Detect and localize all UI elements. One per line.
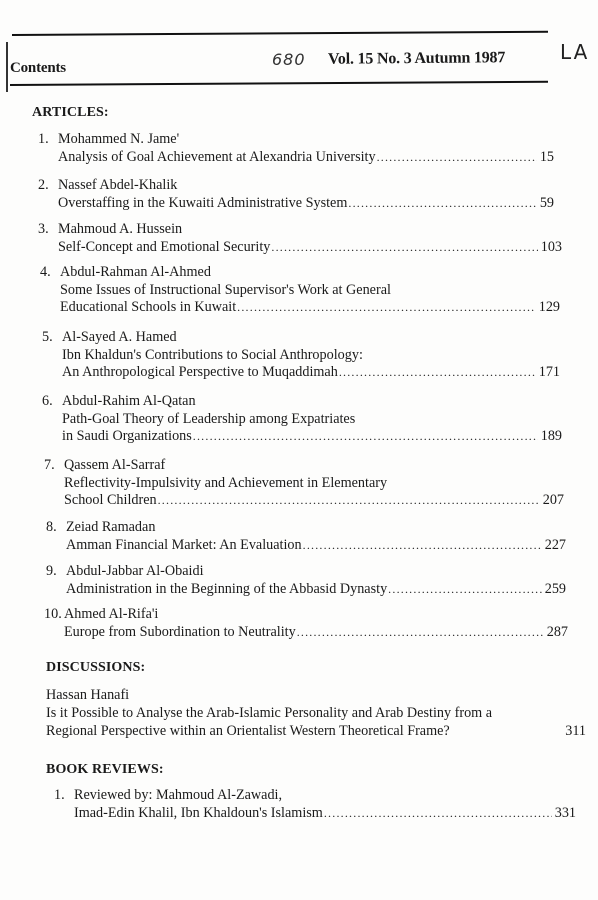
entry-author: Abdul-Jabbar Al-Obaidi: [66, 563, 204, 579]
dot-leader: [388, 581, 542, 599]
entry-author: Zeiad Ramadan: [66, 519, 156, 535]
entry-number: 4.: [40, 264, 51, 280]
entry-title: Self-Concept and Emotional Security: [58, 238, 271, 255]
article-entry-5: [42, 329, 560, 382]
dot-leader: [271, 239, 537, 257]
entry-page: 227: [544, 536, 566, 553]
dot-leader: [237, 299, 536, 317]
entry-author: Mohammed N. Jame': [58, 131, 180, 147]
entry-number: 6.: [42, 393, 53, 409]
entry-title-line: Path-Goal Theory of Leadership among Expatriates: [62, 410, 356, 427]
discussion-title-line: Regional Perspective within an Orientalist Western Theoretical Frame?: [46, 723, 450, 739]
discussion-page: 311: [565, 723, 586, 739]
dot-leader: [303, 537, 542, 555]
entry-number: 8.: [46, 519, 57, 535]
entry-number: 1.: [38, 131, 49, 147]
entry-title: School Children: [64, 492, 157, 508]
entry-page: 171: [538, 364, 560, 380]
entry-author: Al-Sayed A. Hamed: [62, 329, 177, 345]
entry-author: Abdul-Rahman Al-Ahmed: [60, 264, 211, 280]
articles-heading: ARTICLES:: [32, 105, 109, 120]
entry-title-line: Reflectivity-Impulsivity and Achievement in Elementary: [64, 474, 388, 491]
article-entry-10: [44, 606, 568, 641]
entry-title: An Anthropological Perspective to Muqaddimah: [62, 364, 338, 380]
entry-number: 3.: [38, 221, 49, 237]
left-margin-rule: [6, 42, 8, 92]
entry-page: 129: [538, 299, 560, 315]
entry-page: 15: [539, 148, 554, 165]
issue-info: Vol. 15 No. 3 Autumn 1987: [327, 49, 506, 68]
entry-author: Abdul-Rahim Al-Qatan: [62, 393, 196, 409]
dot-leader: [297, 624, 544, 642]
entry-title: Amman Financial Market: An Evaluation: [66, 536, 302, 553]
dot-leader: [348, 195, 536, 213]
header-rule-top: [12, 31, 548, 36]
article-entry-7: [44, 457, 564, 510]
discussion-author: Hassan Hanafi: [46, 687, 130, 703]
entry-title: Educational Schools in Kuwait: [60, 299, 237, 315]
entry-number: 5.: [42, 329, 53, 345]
entry-page: 103: [540, 238, 562, 255]
header-section-label: Contents: [10, 60, 66, 76]
entry-title: Administration in the Beginning of the Abbasid Dynasty: [66, 580, 388, 597]
dot-leader: [324, 805, 552, 823]
entry-author: Reviewed by: Mahmoud Al-Zawadi,: [74, 787, 283, 803]
article-entry-9: [46, 563, 566, 598]
dot-leader: [158, 492, 540, 510]
handwritten-code: 680: [272, 50, 306, 69]
dot-leader: [193, 428, 538, 446]
entry-number: 9.: [46, 563, 57, 579]
entry-title: Analysis of Goal Achievement at Alexandria University: [58, 148, 376, 165]
dot-leader: [377, 149, 537, 167]
entry-number: 10.: [44, 606, 62, 622]
entry-number: 7.: [44, 457, 55, 473]
entry-title: Overstaffing in the Kuwaiti Administrative System: [58, 194, 348, 211]
entry-title: Europe from Subordination to Neutrality: [64, 623, 296, 640]
handwritten-initials: LA: [560, 40, 590, 64]
entry-page: 259: [544, 580, 566, 597]
entry-page: 287: [546, 623, 568, 640]
entry-page: 59: [539, 194, 554, 211]
article-entry-6: [42, 393, 562, 446]
book-reviews-heading: BOOK REVIEWS:: [46, 762, 164, 777]
article-entry-8: [46, 519, 566, 554]
dot-leader: [339, 364, 536, 382]
entry-page: 207: [542, 492, 564, 508]
entry-author: Ahmed Al-Rifa'i: [64, 606, 159, 622]
article-entry-3: [38, 221, 562, 256]
article-entry-1: [38, 131, 554, 166]
entry-author: Qassem Al-Sarraf: [64, 457, 166, 473]
article-entry-2: [38, 177, 554, 212]
entry-title: in Saudi Organizations: [62, 428, 192, 444]
entry-number: 1.: [54, 787, 65, 803]
header-rule-bottom: [10, 81, 548, 86]
entry-author: Mahmoud A. Hussein: [58, 221, 183, 237]
discussion-title-line: Is it Possible to Analyse the Arab-Islamic Personality and Arab Destiny from a: [46, 705, 493, 721]
book-review-entry-1: [54, 787, 576, 822]
entry-title-line: Some Issues of Instructional Supervisor's Work at General: [60, 281, 391, 298]
discussion-entry: [46, 686, 586, 740]
entry-author: Nassef Abdel-Khalik: [58, 177, 178, 193]
entry-number: 2.: [38, 177, 49, 193]
entry-title-line: Ibn Khaldun's Contributions to Social Anthropology:: [62, 346, 363, 363]
entry-page: 189: [540, 428, 562, 444]
entry-title: Imad-Edin Khalil, Ibn Khaldoun's Islamism: [74, 804, 323, 821]
entry-page: 331: [554, 804, 576, 821]
discussions-heading: DISCUSSIONS:: [46, 660, 146, 675]
article-entry-4: [40, 264, 560, 317]
